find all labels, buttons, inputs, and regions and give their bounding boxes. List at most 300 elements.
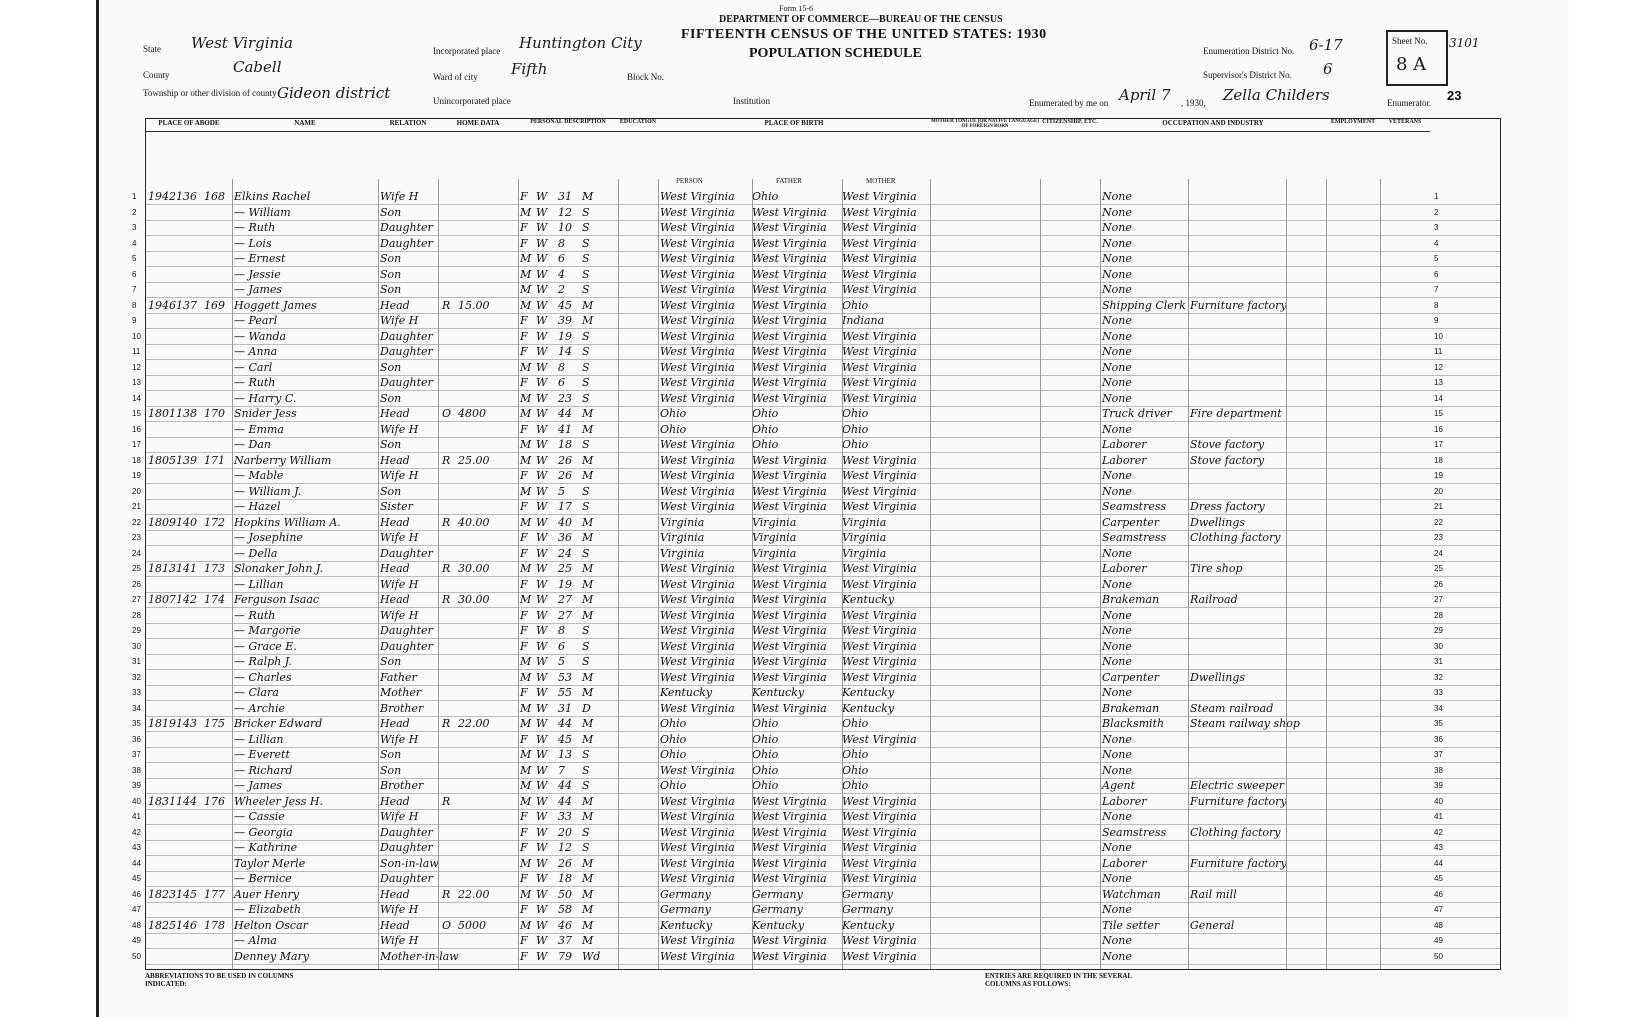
race: W (536, 221, 548, 234)
birthplace-father: West Virginia (752, 794, 827, 808)
dwelling-number (148, 732, 176, 747)
home-tenure: O (442, 407, 452, 420)
dwelling-number (148, 282, 176, 297)
table-row (132, 918, 1500, 934)
state-value: West Virginia (191, 34, 293, 52)
sex: F (520, 531, 528, 544)
occupation: Brakeman (1102, 593, 1160, 606)
race: W (536, 562, 548, 575)
house-number (204, 670, 232, 685)
birthplace-mother: Germany (842, 887, 893, 901)
birthplace-mother: Kentucky (842, 686, 895, 699)
marital-status: S (582, 236, 590, 250)
birthplace-father: West Virginia (752, 252, 827, 265)
industry (1190, 360, 1286, 375)
relation: Wife H (380, 469, 419, 482)
birthplace-mother: West Virginia (842, 236, 917, 250)
birthplace-mother: West Virginia (842, 856, 917, 870)
occupation: None (1102, 934, 1132, 947)
occupation: Blacksmith (1102, 717, 1165, 730)
birthplace-mother: West Virginia (842, 794, 917, 808)
sex: F (520, 469, 528, 482)
marital-status: S (582, 360, 590, 374)
home-value (458, 205, 498, 220)
home-value (458, 267, 498, 282)
schedule-title: POPULATION SCHEDULE (749, 46, 922, 61)
line-number: 39 (132, 781, 141, 790)
marital-status: M (582, 934, 594, 947)
birthplace-father: Ohio (752, 438, 779, 451)
county-value: Cabell (233, 58, 282, 76)
home-tenure (442, 871, 456, 886)
race: W (536, 810, 548, 823)
sd-value: 6 (1323, 60, 1333, 78)
age: 19 (558, 577, 572, 591)
age: 44 (558, 717, 572, 730)
dwelling-number (148, 468, 176, 483)
family-number (176, 856, 204, 871)
age: 24 (558, 546, 572, 560)
column-divider (1326, 179, 1327, 969)
house-number: 173 (204, 562, 225, 575)
industry (1190, 732, 1286, 747)
line-number: 24 (132, 548, 141, 558)
home-tenure: R (442, 887, 451, 901)
occupation: None (1102, 205, 1132, 219)
race: W (536, 732, 548, 746)
line-number-right: 19 (1434, 471, 1443, 480)
home-tenure (442, 344, 456, 359)
line-number-right: 43 (1434, 843, 1443, 852)
sex: M (520, 252, 532, 265)
birthplace-mother: West Virginia (842, 221, 917, 234)
home-value (458, 484, 498, 499)
sex: M (520, 593, 532, 606)
table-row (132, 282, 1500, 298)
relation: Son (380, 252, 402, 265)
marital-status: S (582, 283, 590, 296)
table-row (132, 825, 1500, 841)
person-name: — Dan (234, 438, 271, 451)
birthplace-mother: Ohio (842, 779, 869, 792)
house-number (204, 949, 232, 964)
institution-label: Institution (733, 96, 771, 106)
industry: Furniture factory (1190, 298, 1287, 312)
sheet-stamp: 3101 (1449, 36, 1480, 50)
birthplace-person: West Virginia (660, 376, 735, 389)
industry: Fire department (1190, 407, 1282, 420)
relation: Daughter (380, 639, 433, 653)
race: W (536, 546, 548, 560)
industry: Dress factory (1190, 500, 1265, 513)
home-value (458, 732, 498, 747)
house-number (204, 236, 232, 251)
line-number-right: 40 (1434, 796, 1443, 806)
occupation: Carpenter (1102, 670, 1160, 684)
family-number (176, 933, 204, 948)
birthplace-father: West Virginia (752, 655, 827, 668)
industry (1190, 623, 1286, 638)
industry (1190, 639, 1286, 654)
relation: Daughter (380, 546, 433, 560)
marital-status: S (582, 639, 590, 653)
age: 6 (558, 376, 565, 389)
dwelling-number (148, 902, 176, 917)
line-number: 1 (132, 192, 137, 201)
dwelling-number (148, 391, 176, 406)
line-number: 34 (132, 703, 141, 713)
race: W (536, 639, 548, 653)
group-citizenship: CITIZENSHIP, ETC. (1040, 119, 1100, 132)
age: 10 (558, 221, 572, 234)
person-name: — Josephine (234, 531, 303, 544)
relation: Head (380, 407, 410, 420)
marital-status: M (582, 577, 594, 591)
industry (1190, 468, 1286, 483)
home-value (458, 282, 498, 297)
dwelling-number (148, 484, 176, 499)
birthplace-father: West Virginia (752, 236, 827, 250)
dwelling-number (148, 499, 176, 514)
race: W (536, 794, 548, 808)
line-number: 35 (132, 719, 141, 728)
home-tenure (442, 313, 456, 328)
group-tongue: MOTHER TONGUE (OR NATIVE LANGUAGE) OF FOREIGN BORN (930, 119, 1040, 132)
person-name: Helton Oscar (234, 918, 308, 932)
person-name: — Lillian (234, 732, 284, 746)
line-number-right: 27 (1434, 595, 1443, 604)
home-tenure (442, 608, 456, 623)
marital-status: S (582, 329, 590, 343)
race: W (536, 655, 548, 668)
table-row (132, 561, 1500, 577)
line-number: 42 (132, 827, 141, 837)
relation: Son (380, 205, 402, 219)
birthplace-person: West Virginia (660, 391, 735, 405)
race: W (536, 469, 548, 482)
line-number: 5 (132, 254, 137, 263)
sex: F (520, 221, 528, 234)
occupation: None (1102, 841, 1132, 854)
birthplace-person: West Virginia (660, 856, 735, 870)
birthplace-mother: West Virginia (842, 841, 917, 854)
industry: Tire shop (1190, 562, 1243, 575)
occupation: Seamstress (1102, 531, 1167, 544)
house-number (204, 313, 232, 328)
line-number: 50 (132, 951, 141, 961)
occupation: Laborer (1102, 453, 1147, 467)
home-value (458, 236, 498, 251)
occupation: None (1102, 236, 1132, 250)
sex: F (520, 825, 528, 839)
family-number (176, 267, 204, 282)
table-row (132, 530, 1500, 546)
family-number (176, 375, 204, 390)
line-number-right: 20 (1434, 486, 1443, 496)
race: W (536, 360, 548, 374)
age: 53 (558, 670, 572, 684)
occupation: Tile setter (1102, 918, 1160, 932)
house-number (204, 701, 232, 716)
house-number (204, 422, 232, 437)
industry: Stove factory (1190, 438, 1265, 451)
race: W (536, 872, 548, 885)
industry (1190, 902, 1286, 917)
line-number: 26 (132, 579, 141, 589)
birthplace-person: West Virginia (660, 577, 735, 591)
industry: General (1190, 918, 1235, 932)
home-tenure (442, 732, 456, 747)
house-number (204, 267, 232, 282)
industry: Steam railway shop (1190, 717, 1300, 730)
occupation: Seamstress (1102, 500, 1167, 513)
line-number: 46 (132, 889, 141, 899)
home-value (458, 437, 498, 452)
relation: Sister (380, 500, 413, 513)
person-name: Ferguson Isaac (234, 593, 320, 606)
marital-status: M (582, 856, 594, 870)
family-number (176, 840, 204, 855)
ed-value: 6-17 (1309, 36, 1343, 54)
birthplace-father: Germany (752, 903, 803, 916)
home-tenure (442, 530, 456, 545)
house-number (204, 530, 232, 545)
table-row (132, 546, 1500, 562)
industry: Electric sweeper (1190, 779, 1284, 792)
family-number (176, 546, 204, 561)
line-number-right: 41 (1434, 812, 1443, 821)
race: W (536, 903, 548, 916)
marital-status: M (582, 670, 594, 684)
line-number: 8 (132, 300, 137, 310)
group-education: EDUCATION (618, 119, 658, 132)
marital-status: Wd (582, 949, 601, 963)
birthplace-mother: Ohio (842, 422, 869, 436)
person-name: — Georgia (234, 825, 293, 839)
age: 12 (558, 841, 572, 854)
industry (1190, 840, 1286, 855)
birthplace-mother: West Virginia (842, 562, 917, 575)
marital-status: M (582, 407, 594, 420)
census-title: FIFTEENTH CENSUS OF THE UNITED STATES: 1930 (681, 27, 1047, 42)
person-name: — Alma (234, 934, 277, 947)
birthplace-father: West Virginia (752, 562, 827, 575)
sex: F (520, 608, 528, 622)
relation: Wife H (380, 314, 419, 327)
line-number-right: 28 (1434, 610, 1443, 620)
home-value (458, 856, 498, 871)
home-value (458, 778, 498, 793)
house-number (204, 468, 232, 483)
occupation: None (1102, 314, 1132, 327)
dwelling-number: 1942 (148, 190, 176, 203)
birthplace-person: West Virginia (660, 624, 735, 637)
occupation: None (1102, 810, 1132, 823)
marital-status: S (582, 376, 590, 389)
line-number-right: 39 (1434, 781, 1443, 790)
age: 58 (558, 903, 572, 916)
birthplace-father: West Virginia (752, 298, 827, 312)
sex: F (520, 190, 528, 203)
person-name: — Carl (234, 360, 273, 374)
line-number-right: 7 (1434, 285, 1439, 294)
person-name: — Pearl (234, 314, 278, 327)
sex: M (520, 391, 532, 405)
occupation: None (1102, 608, 1132, 622)
occupation: None (1102, 624, 1132, 637)
sex: F (520, 500, 528, 513)
occupation: None (1102, 763, 1132, 777)
birthplace-father: West Virginia (752, 267, 827, 281)
dwelling-number (148, 205, 176, 220)
person-name: — Hazel (234, 500, 281, 513)
race: W (536, 267, 548, 281)
sex: F (520, 872, 528, 885)
sex: F (520, 934, 528, 947)
birthplace-person: West Virginia (660, 655, 735, 668)
unincorporated-label: Unincorporated place (433, 96, 511, 106)
age: 31 (558, 190, 572, 203)
ward-value: Fifth (511, 60, 548, 78)
entries-heading: ENTRIES ARE REQUIRED IN THE SEVERAL COLUMNS AS FOLLOWS: (985, 972, 1132, 988)
birthplace-person: Ohio (660, 748, 687, 761)
line-number-right: 32 (1434, 672, 1443, 682)
family-number: 137 (176, 298, 197, 312)
birthplace-person: Ohio (660, 422, 687, 436)
house-number: 174 (204, 593, 225, 606)
line-number: 7 (132, 285, 137, 294)
home-tenure (442, 282, 456, 297)
relation: Head (380, 593, 410, 606)
race: W (536, 515, 548, 529)
group-home: HOME DATA (438, 119, 518, 132)
occupation: None (1102, 546, 1132, 560)
home-value (458, 375, 498, 390)
relation: Brother (380, 779, 424, 792)
home-tenure: R (442, 794, 451, 808)
home-tenure (442, 654, 456, 669)
race: W (536, 314, 548, 327)
birthplace-father: West Virginia (752, 701, 827, 715)
age: 17 (558, 500, 572, 513)
marital-status: S (582, 391, 590, 405)
line-number: 19 (132, 471, 141, 480)
occupation: None (1102, 655, 1132, 668)
group-relation: RELATION (378, 119, 438, 132)
relation: Head (380, 562, 410, 575)
relation: Head (380, 515, 410, 529)
race: W (536, 686, 548, 699)
home-value (458, 546, 498, 561)
column-divider (658, 179, 659, 969)
relation: Head (380, 453, 410, 467)
industry (1190, 685, 1286, 700)
race: W (536, 934, 548, 947)
sex: M (520, 515, 532, 529)
dwelling-number (148, 437, 176, 452)
birthplace-mother: Kentucky (842, 701, 895, 715)
industry: Dwellings (1190, 515, 1246, 529)
age: 23 (558, 391, 572, 405)
industry (1190, 747, 1286, 762)
ward-label: Ward of city (433, 72, 478, 82)
birthplace-person: Ohio (660, 732, 687, 746)
family-number (176, 499, 204, 514)
column-divider (1188, 179, 1189, 969)
birthplace-person: West Virginia (660, 670, 735, 684)
sex: F (520, 314, 528, 327)
sex: M (520, 670, 532, 684)
birthplace-person: West Virginia (660, 500, 735, 513)
line-number: 27 (132, 595, 141, 604)
family-number: 138 (176, 407, 197, 420)
marital-status: M (582, 794, 594, 808)
birthplace-person: West Virginia (660, 825, 735, 839)
industry (1190, 282, 1286, 297)
column-divider (1380, 179, 1381, 969)
line-number: 32 (132, 672, 141, 682)
table-row (132, 608, 1500, 624)
line-number: 12 (132, 362, 141, 372)
line-number-right: 17 (1434, 440, 1443, 449)
marital-status: M (582, 872, 594, 885)
race: W (536, 453, 548, 467)
occupation: None (1102, 903, 1132, 916)
family-number: 139 (176, 453, 197, 467)
home-value: 15.00 (458, 298, 490, 312)
line-number-right: 50 (1434, 951, 1443, 961)
dwelling-number (148, 251, 176, 266)
birthplace-father: West Virginia (752, 453, 827, 467)
industry: Dwellings (1190, 670, 1246, 684)
family-number (176, 623, 204, 638)
line-number: 38 (132, 765, 141, 775)
table-row (132, 344, 1500, 360)
sex: M (520, 360, 532, 374)
birthplace-mother: Kentucky (842, 593, 895, 606)
group-employment: EMPLOYMENT (1326, 119, 1380, 132)
birthplace-mother: Kentucky (842, 918, 895, 932)
occupation: None (1102, 329, 1132, 343)
home-value (458, 933, 498, 948)
home-tenure (442, 437, 456, 452)
birthplace-mother: West Virginia (842, 205, 917, 219)
enum-date: April 7 (1119, 86, 1171, 104)
person-name: — Elizabeth (234, 903, 301, 916)
line-number: 3 (132, 223, 137, 232)
birthplace-father: West Virginia (752, 205, 827, 219)
birthplace-person: West Virginia (660, 329, 735, 343)
line-number: 31 (132, 657, 141, 666)
dwelling-number (148, 608, 176, 623)
person-name: — Ralph J. (234, 655, 292, 668)
birthplace-person: Ohio (660, 717, 687, 730)
home-value (458, 220, 498, 235)
birthplace-person: West Virginia (660, 345, 735, 358)
table-row (132, 313, 1500, 329)
house-number: 171 (204, 453, 225, 467)
column-divider (232, 179, 233, 969)
marital-status: S (582, 345, 590, 358)
house-number (204, 577, 232, 592)
race: W (536, 298, 548, 312)
age: 25 (558, 562, 572, 575)
person-name: — Ernest (234, 252, 286, 265)
family-number: 145 (176, 887, 197, 901)
marital-status: M (582, 531, 594, 544)
industry (1190, 608, 1286, 623)
marital-status: S (582, 500, 590, 513)
